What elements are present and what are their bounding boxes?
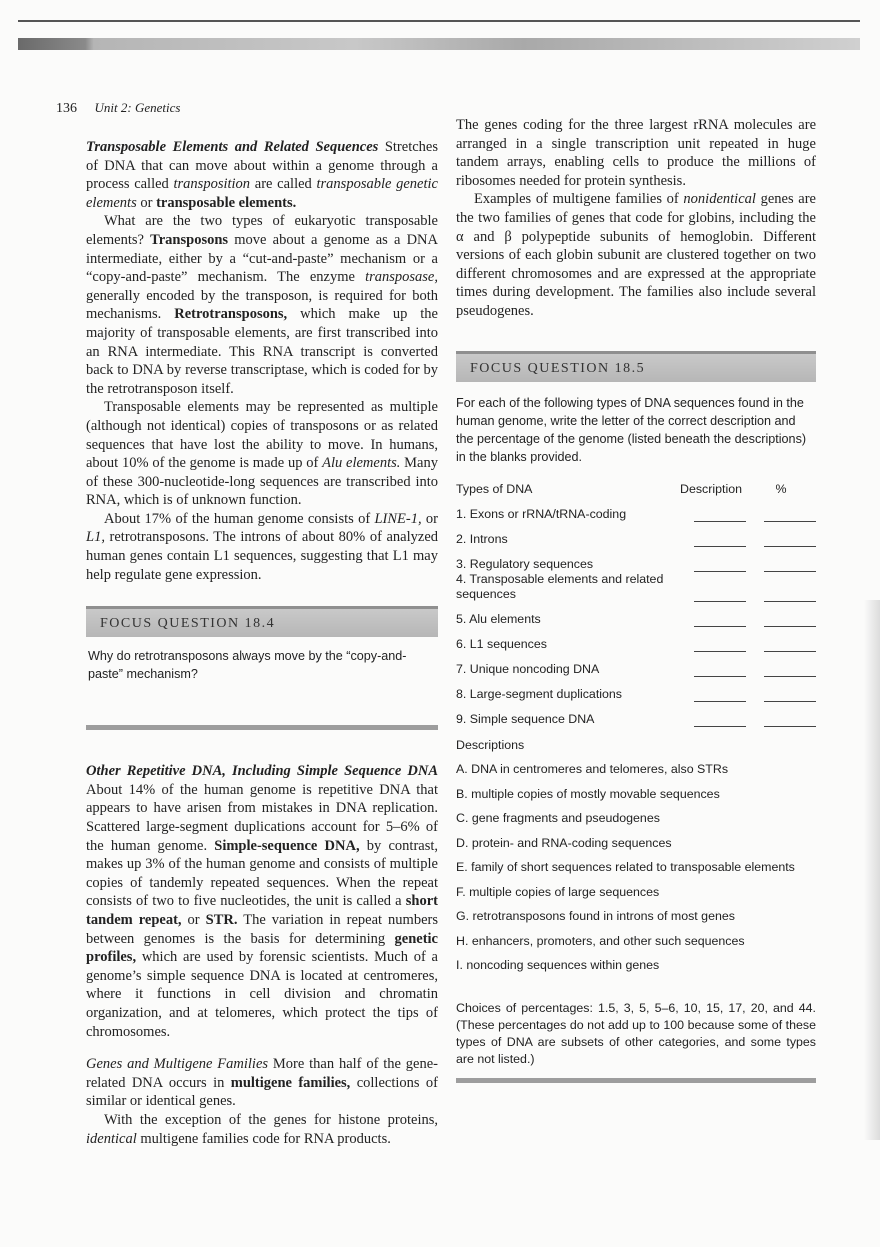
description-item: A. DNA in centromeres and telomeres, also STRs xyxy=(456,762,729,777)
dna-type-row xyxy=(456,652,816,677)
types-header: Types of DNA xyxy=(456,481,533,496)
description-blank[interactable] xyxy=(694,641,746,652)
text-run: are called xyxy=(250,176,317,193)
text-run: LINE-1, xyxy=(374,510,422,527)
paragraph xyxy=(86,398,438,510)
description-item: F. multiple copies of large sequences xyxy=(456,884,660,899)
focus-question-18-5 xyxy=(456,351,816,1083)
left-column xyxy=(86,138,438,1148)
focus-question-title: FOCUS QUESTION 18.4 xyxy=(86,606,438,637)
text-run: transposable elements. xyxy=(156,194,297,211)
text-run: which are used by forensic scientists. Much of a genome’s simple sequence DNA is located at centromeres, where it functions in cell division and chromatin organization, and at telomeres, which protect the tips of chromosomes. xyxy=(86,949,438,1040)
section-other-repetitive-dna xyxy=(86,762,438,1041)
paragraph xyxy=(456,116,816,190)
text-run: About 17% of the human genome consists of xyxy=(104,510,375,527)
section-multigene-families xyxy=(86,1055,438,1148)
running-head xyxy=(56,100,180,117)
text-run: Many of these 300-nucleotide-long sequences are transcribed into RNA, which is of unknown function. xyxy=(86,455,438,509)
description-blank[interactable] xyxy=(694,591,746,602)
page-number: 136 xyxy=(56,101,77,116)
description-blank[interactable] xyxy=(694,691,746,702)
text-run: L1, xyxy=(86,529,105,546)
paragraph xyxy=(86,762,438,1041)
percent-blank[interactable] xyxy=(764,561,816,572)
percent-blank[interactable] xyxy=(764,536,816,547)
text-run: Retrotransposons, xyxy=(174,306,288,323)
description-item: I. noncoding sequences within genes xyxy=(456,958,660,973)
percent-header: % xyxy=(775,481,787,496)
text-run: Stretches of DNA that can move about within a genome through a process called xyxy=(86,139,438,193)
description-item: H. enhancers, promoters, and other such sequences xyxy=(456,933,745,948)
text-run: What are the two types of eukaryotic transposable elements? xyxy=(86,213,438,248)
paragraph xyxy=(86,1111,438,1148)
description-blank[interactable] xyxy=(694,536,746,547)
text-run: multigene families code for RNA products. xyxy=(136,1130,391,1147)
text-run: About 14% of the human genome is repetitive DNA that appears to have arisen from mistakes in DNA replication. Scattered large-segment duplications account for 5–6% of the human genome. xyxy=(86,781,438,854)
dna-type-label: 7. Unique noncoding DNA xyxy=(456,661,600,676)
text-run: Examples of multigene families of xyxy=(474,191,684,208)
percent-blank[interactable] xyxy=(764,511,816,522)
text-run: or xyxy=(136,194,157,211)
dna-types-table xyxy=(456,474,816,727)
description-header: Description xyxy=(680,481,742,496)
paragraph xyxy=(86,212,438,398)
paragraph xyxy=(86,510,438,584)
section-transposable-elements xyxy=(86,138,438,584)
text-run: Other Repetitive DNA, Including Simple Sequence DNA xyxy=(86,763,438,780)
focus-question-text: For each of the following types of DNA sequences found in the human genome, write the letter of the correct description and the percentage of the genome (listed beneath the descriptions) in the blanks provided. xyxy=(456,395,807,464)
text-run: The genes coding for the three largest rRNA molecules are arranged in a single transcription unit repeated in huge tandem arrays, enabling cells to produce the millions of ribosomes needed for protein synthesis. xyxy=(456,117,816,189)
dna-type-row xyxy=(456,497,816,522)
text-run: or xyxy=(421,510,438,527)
text-run: move about a genome as a DNA intermediate, either by a “cut-and-paste” mechanism or a “copy-and-paste” mechanism. The enzyme xyxy=(86,231,438,286)
text-run: generally encoded by the transposon, is required for both mechanisms. xyxy=(86,287,438,323)
description-blank[interactable] xyxy=(694,511,746,522)
dna-type-row xyxy=(456,627,816,652)
unit-title: Unit 2: Genetics xyxy=(94,100,181,115)
dna-type-row xyxy=(456,602,816,627)
text-run: Transposable elements may be represented as multiple (although not identical) copies of transposons or as related sequences that have lost the ability to move. In humans, about 10% of the genome is made up of xyxy=(86,399,438,472)
dna-type-label: 2. Introns xyxy=(456,531,508,546)
percentage-choices: Choices of percentages: 1.5, 3, 5, 5–6, 10, 15, 17, 20, and 44. (These percentages do not add up to 100 because some of these types of DNA are subsets of other categories, and some types are not listed.) xyxy=(456,1000,816,1066)
descriptions-title: Descriptions xyxy=(456,737,525,752)
text-run: Transposable Elements and Related Sequences xyxy=(86,139,379,155)
text-run: which make up the majority of transposable elements, are first transcribed into an RNA intermediate. This RNA transcript is converted back to DNA by reverse transcriptase, which is coded for by the retrotransposon itself. xyxy=(86,306,438,397)
text-run: Transposons xyxy=(150,231,229,248)
focus-question-text: Why do retrotransposons always move by the “copy-and-paste” mechanism? xyxy=(88,649,407,682)
text-run: transposase, xyxy=(365,269,438,286)
percent-blank[interactable] xyxy=(764,641,816,652)
description-item: C. gene fragments and pseudogenes xyxy=(456,811,660,826)
percent-blank[interactable] xyxy=(764,691,816,702)
divider xyxy=(456,1078,816,1083)
dna-type-label: 6. L1 sequences xyxy=(456,636,547,651)
paragraph xyxy=(86,1055,438,1111)
text-run: nonidentical xyxy=(683,191,756,208)
text-run: More than half of the gene-related DNA occurs in xyxy=(86,1056,438,1091)
text-run: STR. xyxy=(205,912,238,928)
description-blank[interactable] xyxy=(694,561,746,572)
text-run: identical xyxy=(86,1130,137,1147)
right-column xyxy=(456,116,816,1083)
text-run: With the exception of the genes for histone proteins, xyxy=(104,1111,438,1128)
paragraph xyxy=(456,190,816,320)
percent-blank[interactable] xyxy=(764,591,816,602)
dna-type-label: 1. Exons or rRNA/tRNA-coding xyxy=(456,506,627,521)
text-run: retrotransposons. The introns of about 80% of analyzed human genes contain L1 sequences, suggesting that L1 may help regulate gene expression. xyxy=(86,529,438,583)
text-run: transposable genetic elements xyxy=(86,176,438,211)
descriptions-list xyxy=(456,733,816,978)
dna-type-label: 9. Simple sequence DNA xyxy=(456,711,595,726)
description-item: D. protein- and RNA-coding sequences xyxy=(456,835,672,850)
dna-type-label: 8. Large-segment duplications xyxy=(456,686,622,701)
percent-blank[interactable] xyxy=(764,616,816,627)
dna-type-row xyxy=(456,702,816,727)
percent-blank[interactable] xyxy=(764,716,816,727)
text-run: by contrast, makes up 3% of the human genome and consists of multiple copies of tandemly repeated sequences. When the repeat consists of two to five nucleotides, the unit is called a xyxy=(86,837,438,910)
section-multigene-continued xyxy=(456,116,816,321)
text-run: or xyxy=(181,912,206,928)
text-run: collections of similar or identical genes. xyxy=(86,1074,438,1110)
focus-question-title: FOCUS QUESTION 18.5 xyxy=(456,351,816,382)
text-run: The variation in repeat numbers between genomes is the basis for determining xyxy=(86,912,438,947)
description-item: E. family of short sequences related to transposable elements xyxy=(456,860,795,875)
focus-question-18-4 xyxy=(86,606,438,730)
dna-type-label: 3. Regulatory sequences xyxy=(456,556,594,571)
description-blank[interactable] xyxy=(694,716,746,727)
dna-type-row xyxy=(456,677,816,702)
description-item: G. retrotransposons found in introns of most genes xyxy=(456,909,735,924)
percent-blank[interactable] xyxy=(764,666,816,677)
dna-type-label: 4. Transposable elements and related sequences xyxy=(456,571,664,601)
text-run: Simple-sequence DNA, xyxy=(214,837,360,854)
text-run: genes are the two families of genes that code for globins, including the α and β polypeptide subunits of hemoglobin. Different versions of each globin subunit are clustered together on two different chromosomes and are expressed at the appropriate times during development. The families also include several pseudogenes. xyxy=(456,191,816,319)
dna-type-row xyxy=(456,547,816,572)
text-run: Alu elements. xyxy=(322,455,401,472)
description-blank[interactable] xyxy=(694,616,746,627)
paragraph xyxy=(86,138,438,212)
dna-type-row xyxy=(456,522,816,547)
description-blank[interactable] xyxy=(694,666,746,677)
text-run: short tandem repeat, xyxy=(86,893,438,928)
text-run: Genes and Multigene Families xyxy=(86,1056,269,1073)
dna-type-label: 5. Alu elements xyxy=(456,611,541,626)
dna-type-row xyxy=(456,572,816,602)
text-run: multigene families, xyxy=(230,1074,351,1091)
description-item: B. multiple copies of mostly movable sequences xyxy=(456,786,720,801)
text-run: genetic profiles, xyxy=(86,930,438,966)
text-run: transposition xyxy=(173,176,251,193)
